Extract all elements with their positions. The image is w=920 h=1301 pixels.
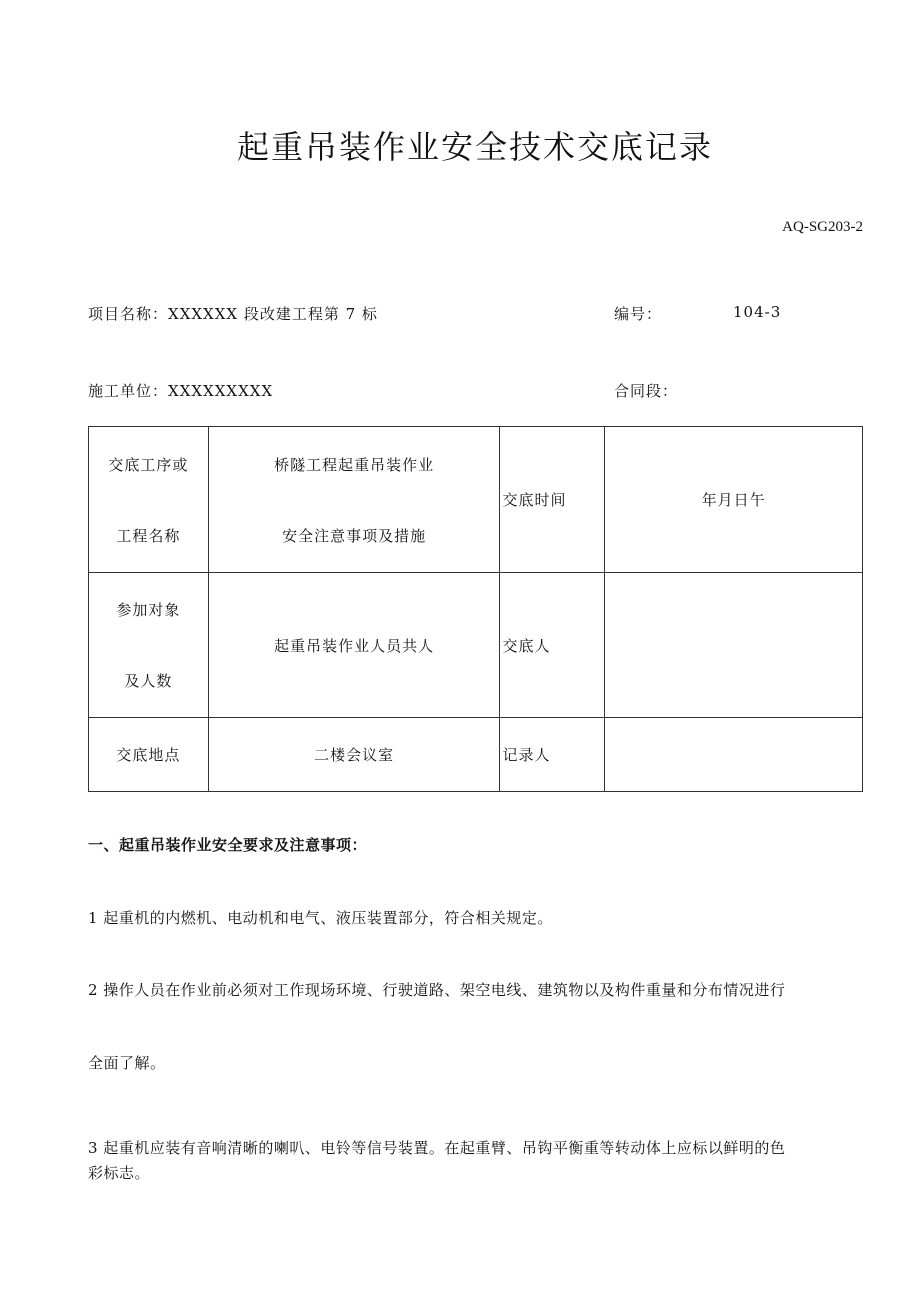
process-name-value-cell [208,427,500,573]
process-name-value-line2: 安全注意事项及措施 [282,526,427,545]
process-name-label-cell [89,427,209,573]
table-row [89,718,863,792]
construction-unit-label: 施工单位： [88,382,169,400]
requirement-item-3-line1: 3 起重机应装有音响清晰的喇叭、电铃等信号装置。在起重臂、吊钩平衡重等转动体上应标以鲜明的色 [88,1139,786,1157]
briefing-info-table [88,426,863,792]
table-row [89,427,863,573]
briefing-time-label: 交底时间 [500,427,605,573]
process-name-label-line1: 交底工序或 [108,455,189,474]
briefing-time-value: 年月日午 [605,427,863,573]
construction-unit-value: XXXXXXXXX [168,382,274,400]
contract-section-label: 合同段： [614,382,679,400]
requirement-item-3-line2: 彩标志。 [88,1164,151,1182]
document-title: 起重吊装作业安全技术交底记录 [236,128,713,166]
requirement-item-1: 1 起重机的内燃机、电动机和电气、液压装置部分，符合相关规定。 [88,909,553,927]
form-code: AQ-SG203-2 [782,219,863,235]
recorder-label: 记录人 [500,718,605,792]
project-name-value: XXXXXX 段改建工程第 7 标 [168,305,378,323]
section-heading: 一、起重吊装作业安全要求及注意事项： [88,836,368,854]
project-name-field [88,303,378,324]
number-label: 编号： [614,305,663,323]
location-label: 交底地点 [89,718,209,792]
participants-label-line1: 参加对象 [116,601,181,619]
recorder-value [605,718,863,792]
requirement-item-2-line1: 2 操作人员在作业前必须对工作现场环境、行驶道路、架空电线、建筑物以及构件重量和分布情况进行 [88,981,786,999]
construction-unit-field [88,380,273,401]
location-value: 二楼会议室 [208,718,500,792]
participants-label-line2: 及人数 [124,672,173,690]
process-name-label-line2: 工程名称 [116,526,181,545]
table-row [89,573,863,718]
project-name-label: 项目名称： [88,305,169,323]
presenter-value [605,573,863,718]
process-name-value-line1: 桥隧工程起重吊装作业 [274,455,435,474]
participants-label-cell [89,573,209,718]
number-value: 104-3 [733,303,782,321]
presenter-label: 交底人 [500,573,605,718]
participants-value: 起重吊装作业人员共人 [208,573,500,718]
requirement-item-2-line2: 全面了解。 [88,1054,166,1072]
